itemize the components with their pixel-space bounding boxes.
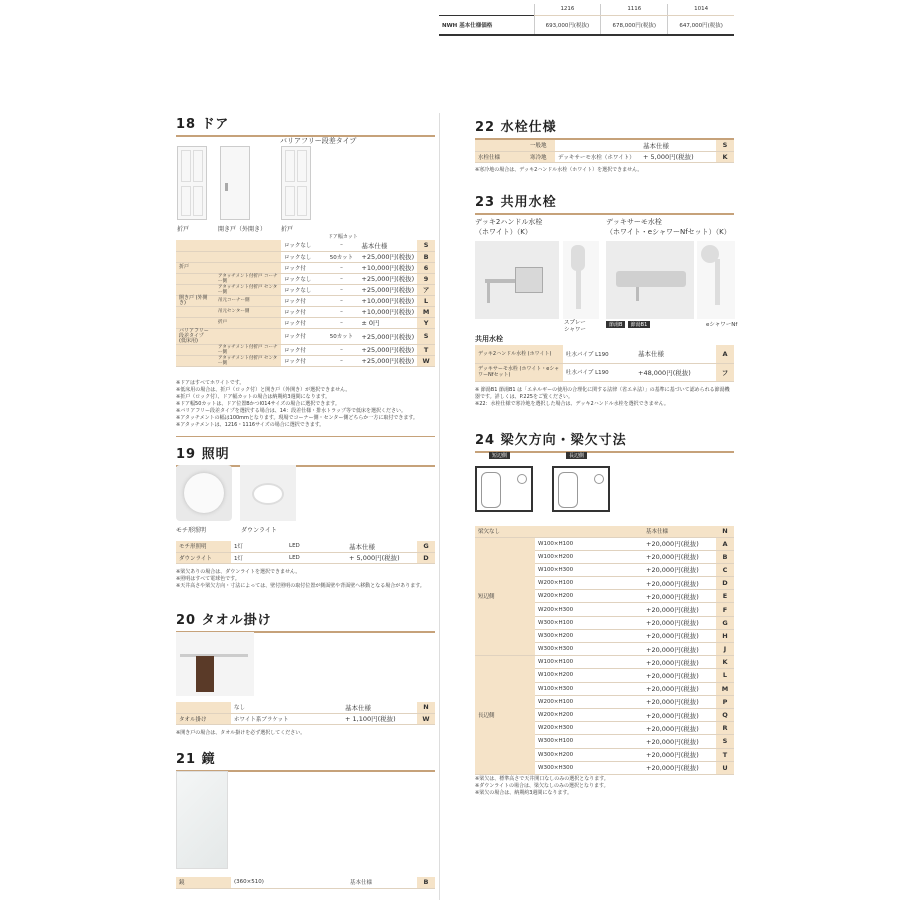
door-lock-cell: ロック付 (281, 317, 325, 328)
beam-code-cell: R (716, 722, 734, 735)
table-row (475, 656, 734, 669)
beam-code-cell: P (716, 695, 734, 708)
section-divider (176, 436, 435, 437)
barrier-free-door-image (281, 146, 311, 220)
beam-size-cell: W300×H200 (535, 629, 643, 642)
beam-code-cell: M (716, 682, 734, 695)
base-price-1216: 693,000円(税抜) (534, 15, 601, 35)
mirror-table (176, 877, 435, 889)
table-row (176, 355, 435, 366)
long-side-diagram (552, 452, 612, 514)
spray-shower-label: スプレー シャワー (564, 320, 586, 333)
towel-type-cell: なし (231, 702, 342, 713)
column-separator (439, 113, 440, 900)
mirror-row-label: 鏡 (176, 877, 231, 888)
table-row (176, 306, 435, 317)
shared-faucet-code-cell: フ (716, 363, 734, 381)
eshower-image (697, 241, 735, 319)
mirror-price: 基本仕様 (347, 877, 417, 888)
towel-notes: ※開き戸の場合は、タオル掛けを必ず選択してください。 (176, 730, 306, 736)
table-row (475, 363, 734, 381)
door-type-cell (176, 273, 215, 284)
beam-price-cell: +20,000円(税抜) (643, 643, 716, 656)
beam-none-price: 基本仕様 (643, 526, 716, 537)
deck-thermo-image (606, 241, 694, 319)
size-col-1116: 1116 (601, 4, 668, 15)
section-24-beam (475, 429, 734, 453)
door-type-cell (176, 344, 215, 355)
mirror-code: B (417, 877, 435, 888)
beam-code-cell: H (716, 629, 734, 642)
beam-size-cell: W100×H200 (535, 550, 643, 563)
table-row (475, 140, 734, 151)
door-type-cell (176, 251, 215, 262)
section-title: 19 照明 (176, 447, 230, 462)
door-lock-cell: ロック付 (281, 295, 325, 306)
beam-code-cell: L (716, 669, 734, 682)
shared-faucet-subtitle: 共用水栓 (475, 335, 503, 343)
door-code-cell: ア (417, 284, 435, 295)
beam-code-cell: Q (716, 708, 734, 721)
door-lock-cell: ロックなし (281, 284, 325, 295)
long-side-tag: 長辺側 (566, 452, 587, 459)
door-type-cell: バリアフリー 段差タイプ (低床用) (176, 328, 215, 344)
table-row (176, 251, 435, 262)
section-18-door (176, 113, 435, 137)
faucet-code-cell: K (716, 151, 734, 162)
beam-table (475, 526, 734, 775)
door-price-cell: +25,000円(税抜) (358, 273, 417, 284)
beam-code-cell: B (716, 550, 734, 563)
door-variant-cell: アタッチメント付折戸 センター側 (215, 284, 281, 295)
faucet-label-cell: 水栓仕様 (475, 151, 527, 162)
door-image-label: 開き戸（外開き） (218, 226, 267, 233)
door-code-cell: 6 (417, 262, 435, 273)
table-row (176, 344, 435, 355)
faucet-region-cell: 寒冷地 (527, 151, 555, 162)
shared-faucet-notes: ※ 節湯B1 節湯B1 は「エネルギーの使用の合理化に関する法律（省エネ法）」の基準に基づいて認められる節湯機器です。詳しくは、P.225をご覧ください。 ※22：水栓仕様で寒冷地を選択した場合は、デッキ2ハンドル水栓を選択できません。 (475, 387, 730, 407)
light-type-cell: モチ形照明 (176, 541, 231, 552)
beam-price-cell: +20,000円(税抜) (643, 722, 716, 735)
light-type-cell: ダウンライト (176, 552, 231, 563)
lighting-table (176, 541, 435, 564)
beam-price-cell: +20,000円(税抜) (643, 735, 716, 748)
light-code-cell: D (417, 552, 435, 563)
door-code-cell: S (417, 240, 435, 251)
door-lock-cell: ロック付 (281, 344, 325, 355)
door-price-cell: 基本仕様 (358, 240, 417, 251)
beam-price-cell: +20,000円(税抜) (643, 537, 716, 550)
door-type-cell: 開き戸 (外開き) (176, 295, 215, 306)
door-code-cell: Y (417, 317, 435, 328)
beam-size-cell: W100×H300 (535, 563, 643, 576)
shared-faucet-type-cell: デッキ2ハンドル水栓 (ホワイト) (475, 345, 563, 363)
door-variant-cell: アタッチメント付折戸 コーナー側 (215, 273, 281, 284)
beam-code-cell: D (716, 577, 734, 590)
beam-size-cell: W300×H300 (535, 643, 643, 656)
shared-faucet-type-cell: デッキサーモ水栓 (ホワイト・eシャワーNfセット) (475, 363, 563, 381)
beam-price-cell: +20,000円(税抜) (643, 682, 716, 695)
section-22-faucet-spec (475, 116, 734, 140)
water-saving-badge-b1: 節湯B1 (628, 321, 651, 328)
shared-faucet-price-cell: 基本仕様 (635, 345, 716, 363)
short-side-tag: 短辺側 (489, 452, 510, 459)
barrier-free-label: バリアフリー段差タイプ (280, 137, 357, 145)
faucet-price-cell: 基本仕様 (640, 140, 716, 151)
section-title: 21 鏡 (176, 752, 216, 767)
door-type-cell (176, 317, 215, 328)
beam-group-cell: 長辺側 (475, 656, 535, 775)
eshower-label: eシャワーNf (706, 322, 738, 328)
beam-code-cell: E (716, 590, 734, 603)
table-row (475, 151, 734, 162)
light-count-cell: 1灯 (231, 541, 286, 552)
door-code-cell: W (417, 355, 435, 366)
door-code-cell: 9 (417, 273, 435, 284)
door-variant-cell (215, 262, 281, 273)
door-image-label: 折戸 (281, 226, 294, 233)
light-image-label: ダウンライト (241, 527, 277, 534)
beam-size-cell: W100×H100 (535, 537, 643, 550)
section-title: 23 共用水栓 (475, 195, 557, 210)
towel-price-cell: 基本仕様 (342, 702, 417, 713)
door-cut-cell: 50カット (325, 328, 359, 344)
beam-size-cell: W200×H100 (535, 695, 643, 708)
beam-size-cell: W200×H300 (535, 722, 643, 735)
lighting-notes: ※梁欠ありの場合は、ダウンライトを選択できません。 ※照明はすべて電球色です。 ※天井高さや梁欠方向・寸法によっては、壁付照明の取付位置が側面壁や背面壁へ移動となる場合があります。 (176, 569, 425, 589)
beam-price-cell: +20,000円(税抜) (643, 550, 716, 563)
door-lock-cell: ロック付 (281, 355, 325, 366)
shared-faucet-price-cell: +48,000円(税抜) (635, 363, 716, 381)
towel-price-cell: + 1,100円(税抜) (342, 713, 417, 724)
door-cut-cell: – (325, 284, 359, 295)
door-cut-cell: – (325, 273, 359, 284)
door-lock-cell: ロックなし (281, 251, 325, 262)
shared-faucet-table (475, 345, 734, 382)
door-type-cell (176, 284, 215, 295)
table-row (475, 537, 734, 550)
faucet-type-cell: デッキサーモ水栓（ホワイト） (555, 151, 640, 162)
table-row (176, 284, 435, 295)
section-title: 20 タオル掛け (176, 613, 272, 628)
folding-door-image (177, 146, 207, 220)
beam-price-cell: +20,000円(税抜) (643, 603, 716, 616)
beam-price-cell: +20,000円(税抜) (643, 748, 716, 761)
table-row (176, 273, 435, 284)
beam-size-cell: W300×H100 (535, 735, 643, 748)
table-row (176, 702, 435, 713)
door-options-table (176, 240, 435, 367)
beam-price-cell: +20,000円(税抜) (643, 590, 716, 603)
section-23-shared-faucet (475, 191, 734, 215)
door-price-cell: +25,000円(税抜) (358, 251, 417, 262)
door-image-label: 折戸 (177, 226, 190, 233)
door-cut-cell: – (325, 240, 359, 251)
beam-code-cell: T (716, 748, 734, 761)
door-variant-cell (215, 240, 281, 251)
mirror-size: (360×510) (231, 877, 347, 888)
section-divider (475, 213, 734, 215)
beam-size-cell: W200×H200 (535, 590, 643, 603)
beam-none-blank (535, 526, 643, 537)
deck-2handle-image (475, 241, 559, 319)
beam-size-cell: W300×H200 (535, 748, 643, 761)
door-variant-cell (215, 251, 281, 262)
door-cut-cell: – (325, 317, 359, 328)
door-cut-cell: – (325, 355, 359, 366)
beam-size-cell: W300×H100 (535, 616, 643, 629)
table-row (176, 317, 435, 328)
towel-bar-image (176, 632, 254, 696)
light-source-cell: LED (286, 541, 346, 552)
beam-none-code: N (716, 526, 734, 537)
beam-price-cell: +20,000円(税抜) (643, 616, 716, 629)
table-row (475, 526, 734, 537)
beam-code-cell: G (716, 616, 734, 629)
towel-label-cell: タオル掛け (176, 713, 231, 724)
door-lock-cell: ロック付 (281, 262, 325, 273)
shared-faucet-pipe-cell: 吐水パイプ L190 (563, 345, 635, 363)
shared-faucet-code-cell: A (716, 345, 734, 363)
door-lock-cell: ロックなし (281, 273, 325, 284)
top-price-table (439, 4, 734, 36)
section-title: 22 水栓仕様 (475, 120, 557, 135)
faucet-spec-table (475, 140, 734, 163)
door-cut-cell: – (325, 262, 359, 273)
beam-price-cell: +20,000円(税抜) (643, 656, 716, 669)
section-21-mirror (176, 748, 435, 772)
door-price-cell: +25,000円(税抜) (358, 328, 417, 344)
deck-2handle-caption: デッキ2ハンドル水栓 （ホワイト）（K） (475, 218, 543, 236)
door-price-cell: +25,000円(税抜) (358, 355, 417, 366)
beam-code-cell: F (716, 603, 734, 616)
door-lock-cell: ロック付 (281, 328, 325, 344)
door-price-cell: +10,000円(税抜) (358, 262, 417, 273)
beam-size-cell: W300×H300 (535, 761, 643, 774)
deck-thermo-caption: デッキサーモ水栓 （ホワイト・eシャワーNfセット）（K） (606, 218, 731, 236)
faucet-label-cell (475, 140, 527, 151)
beam-price-cell: +20,000円(税抜) (643, 695, 716, 708)
door-type-cell: 折戸 (176, 262, 215, 273)
size-col-1014: 1014 (668, 4, 734, 15)
door-cut-header: ドア幅カット (328, 234, 358, 240)
spray-shower-image (563, 241, 599, 319)
door-type-cell (176, 240, 215, 251)
table-row (475, 345, 734, 363)
door-variant-cell: アタッチメント付折戸 コーナー側 (215, 344, 281, 355)
table-row (176, 240, 435, 251)
beam-price-cell: +20,000円(税抜) (643, 563, 716, 576)
base-price-label: NWH 基本仕様価格 (439, 15, 534, 35)
door-price-cell: +25,000円(税抜) (358, 284, 417, 295)
mirror-image (176, 771, 228, 869)
towel-code-cell: N (417, 702, 435, 713)
beam-price-cell: +20,000円(税抜) (643, 669, 716, 682)
table-row (176, 541, 435, 552)
light-code-cell: G (417, 541, 435, 552)
beam-code-cell: S (716, 735, 734, 748)
water-saving-badge (606, 320, 650, 328)
light-count-cell: 1灯 (231, 552, 286, 563)
door-code-cell: L (417, 295, 435, 306)
beam-price-cell: +20,000円(税抜) (643, 708, 716, 721)
door-notes: ※ドアはすべてホワイトです。 ※低床用の場合は、折戸（ロック付）と開き戸（外開き）が選択できません。 ※折戸（ロック付）、ドア幅カットの場合は納期約3週間になります。 ※ドア幅50カットは、ドア位置BかつI014サイズの場合に選択できます。 ※バリアフリー段差タイプを選択する場合は、14：段差仕様・排水トラップ等で低床を選択ください。 ※アタッチメントの幅は100mmとなります。現場でコーナー側・センター側どちらか一方に取付できます。 ※アタッチメントは、1216・1116サイズの場合に選択できます。 (176, 380, 418, 428)
beam-code-cell: A (716, 537, 734, 550)
towel-label-cell (176, 702, 231, 713)
door-variant-cell (215, 328, 281, 344)
beam-group-cell: 短辺側 (475, 537, 535, 656)
light-price-cell: 基本仕様 (346, 541, 417, 552)
door-variant-cell: アタッチメント付折戸 センター側 (215, 355, 281, 366)
towel-type-cell: ホワイト系ブラケット (231, 713, 342, 724)
beam-price-cell: +20,000円(税抜) (643, 577, 716, 590)
door-code-cell: M (417, 306, 435, 317)
section-title: 18 ドア (176, 117, 230, 132)
beam-size-cell: W200×H100 (535, 577, 643, 590)
beam-code-cell: U (716, 761, 734, 774)
base-price-1014: 647,000円(税抜) (668, 15, 734, 35)
water-saving-badge-b: 節湯B (606, 321, 625, 328)
swing-door-image (220, 146, 250, 220)
beam-size-cell: W200×H300 (535, 603, 643, 616)
shared-faucet-pipe-cell: 吐水パイプ L190 (563, 363, 635, 381)
door-code-cell: S (417, 328, 435, 344)
door-code-cell: T (417, 344, 435, 355)
door-cut-cell: – (325, 306, 359, 317)
table-row (176, 328, 435, 344)
table-row (176, 552, 435, 563)
door-variant-cell: 吊元コーナー側 (215, 295, 281, 306)
towel-code-cell: W (417, 713, 435, 724)
size-col-1216: 1216 (534, 4, 601, 15)
light-image-label: モチ形照明 (176, 527, 207, 534)
door-type-cell (176, 355, 215, 366)
beam-none-label: 梁欠なし (475, 526, 535, 537)
door-cut-cell: 50カット (325, 251, 359, 262)
section-19-lighting (176, 443, 435, 467)
faucet-spec-notes: ※寒冷地の場合は、デッキ2ハンドル水栓（ホワイト）を選択できません。 (475, 167, 643, 173)
light-price-cell: + 5,000円(税抜) (346, 552, 417, 563)
mochi-light-image (176, 465, 232, 521)
door-lock-cell: ロック付 (281, 306, 325, 317)
beam-size-cell: W100×H200 (535, 669, 643, 682)
beam-size-cell: W200×H200 (535, 708, 643, 721)
towel-table (176, 702, 435, 725)
door-cut-cell: – (325, 344, 359, 355)
faucet-price-cell: + 5,000円(税抜) (640, 151, 716, 162)
door-price-cell: ± 0円 (358, 317, 417, 328)
door-type-cell (176, 306, 215, 317)
beam-size-cell: W100×H300 (535, 682, 643, 695)
light-source-cell: LED (286, 552, 346, 563)
table-row (176, 295, 435, 306)
table-row (176, 262, 435, 273)
faucet-type-cell (555, 140, 640, 151)
door-price-cell: +10,000円(税抜) (358, 306, 417, 317)
beam-code-cell: J (716, 643, 734, 656)
section-title: 24 梁欠方向・梁欠寸法 (475, 433, 627, 448)
door-variant-cell: 折戸 (215, 317, 281, 328)
door-price-cell: +10,000円(税抜) (358, 295, 417, 306)
door-price-cell: +25,000円(税抜) (358, 344, 417, 355)
door-lock-cell: ロックなし (281, 240, 325, 251)
door-variant-cell: 吊元センター側 (215, 306, 281, 317)
base-price-1116: 678,000円(税抜) (601, 15, 668, 35)
downlight-image (240, 465, 296, 521)
faucet-region-cell: 一般地 (527, 140, 555, 151)
door-code-cell: B (417, 251, 435, 262)
beam-notes: ※梁欠は、標準高さで天井開口なしのみの選択となります。 ※ダウンライトの場合は、梁欠なしのみの選択となります。 ※梁欠の場合は、納期約3週間になります。 (475, 776, 609, 796)
short-side-diagram (475, 452, 535, 514)
beam-size-cell: W100×H100 (535, 656, 643, 669)
beam-code-cell: C (716, 563, 734, 576)
table-row (176, 713, 435, 724)
beam-price-cell: +20,000円(税抜) (643, 629, 716, 642)
beam-price-cell: +20,000円(税抜) (643, 761, 716, 774)
faucet-code-cell: S (716, 140, 734, 151)
section-20-towel (176, 609, 435, 633)
door-cut-cell: – (325, 295, 359, 306)
beam-code-cell: K (716, 656, 734, 669)
